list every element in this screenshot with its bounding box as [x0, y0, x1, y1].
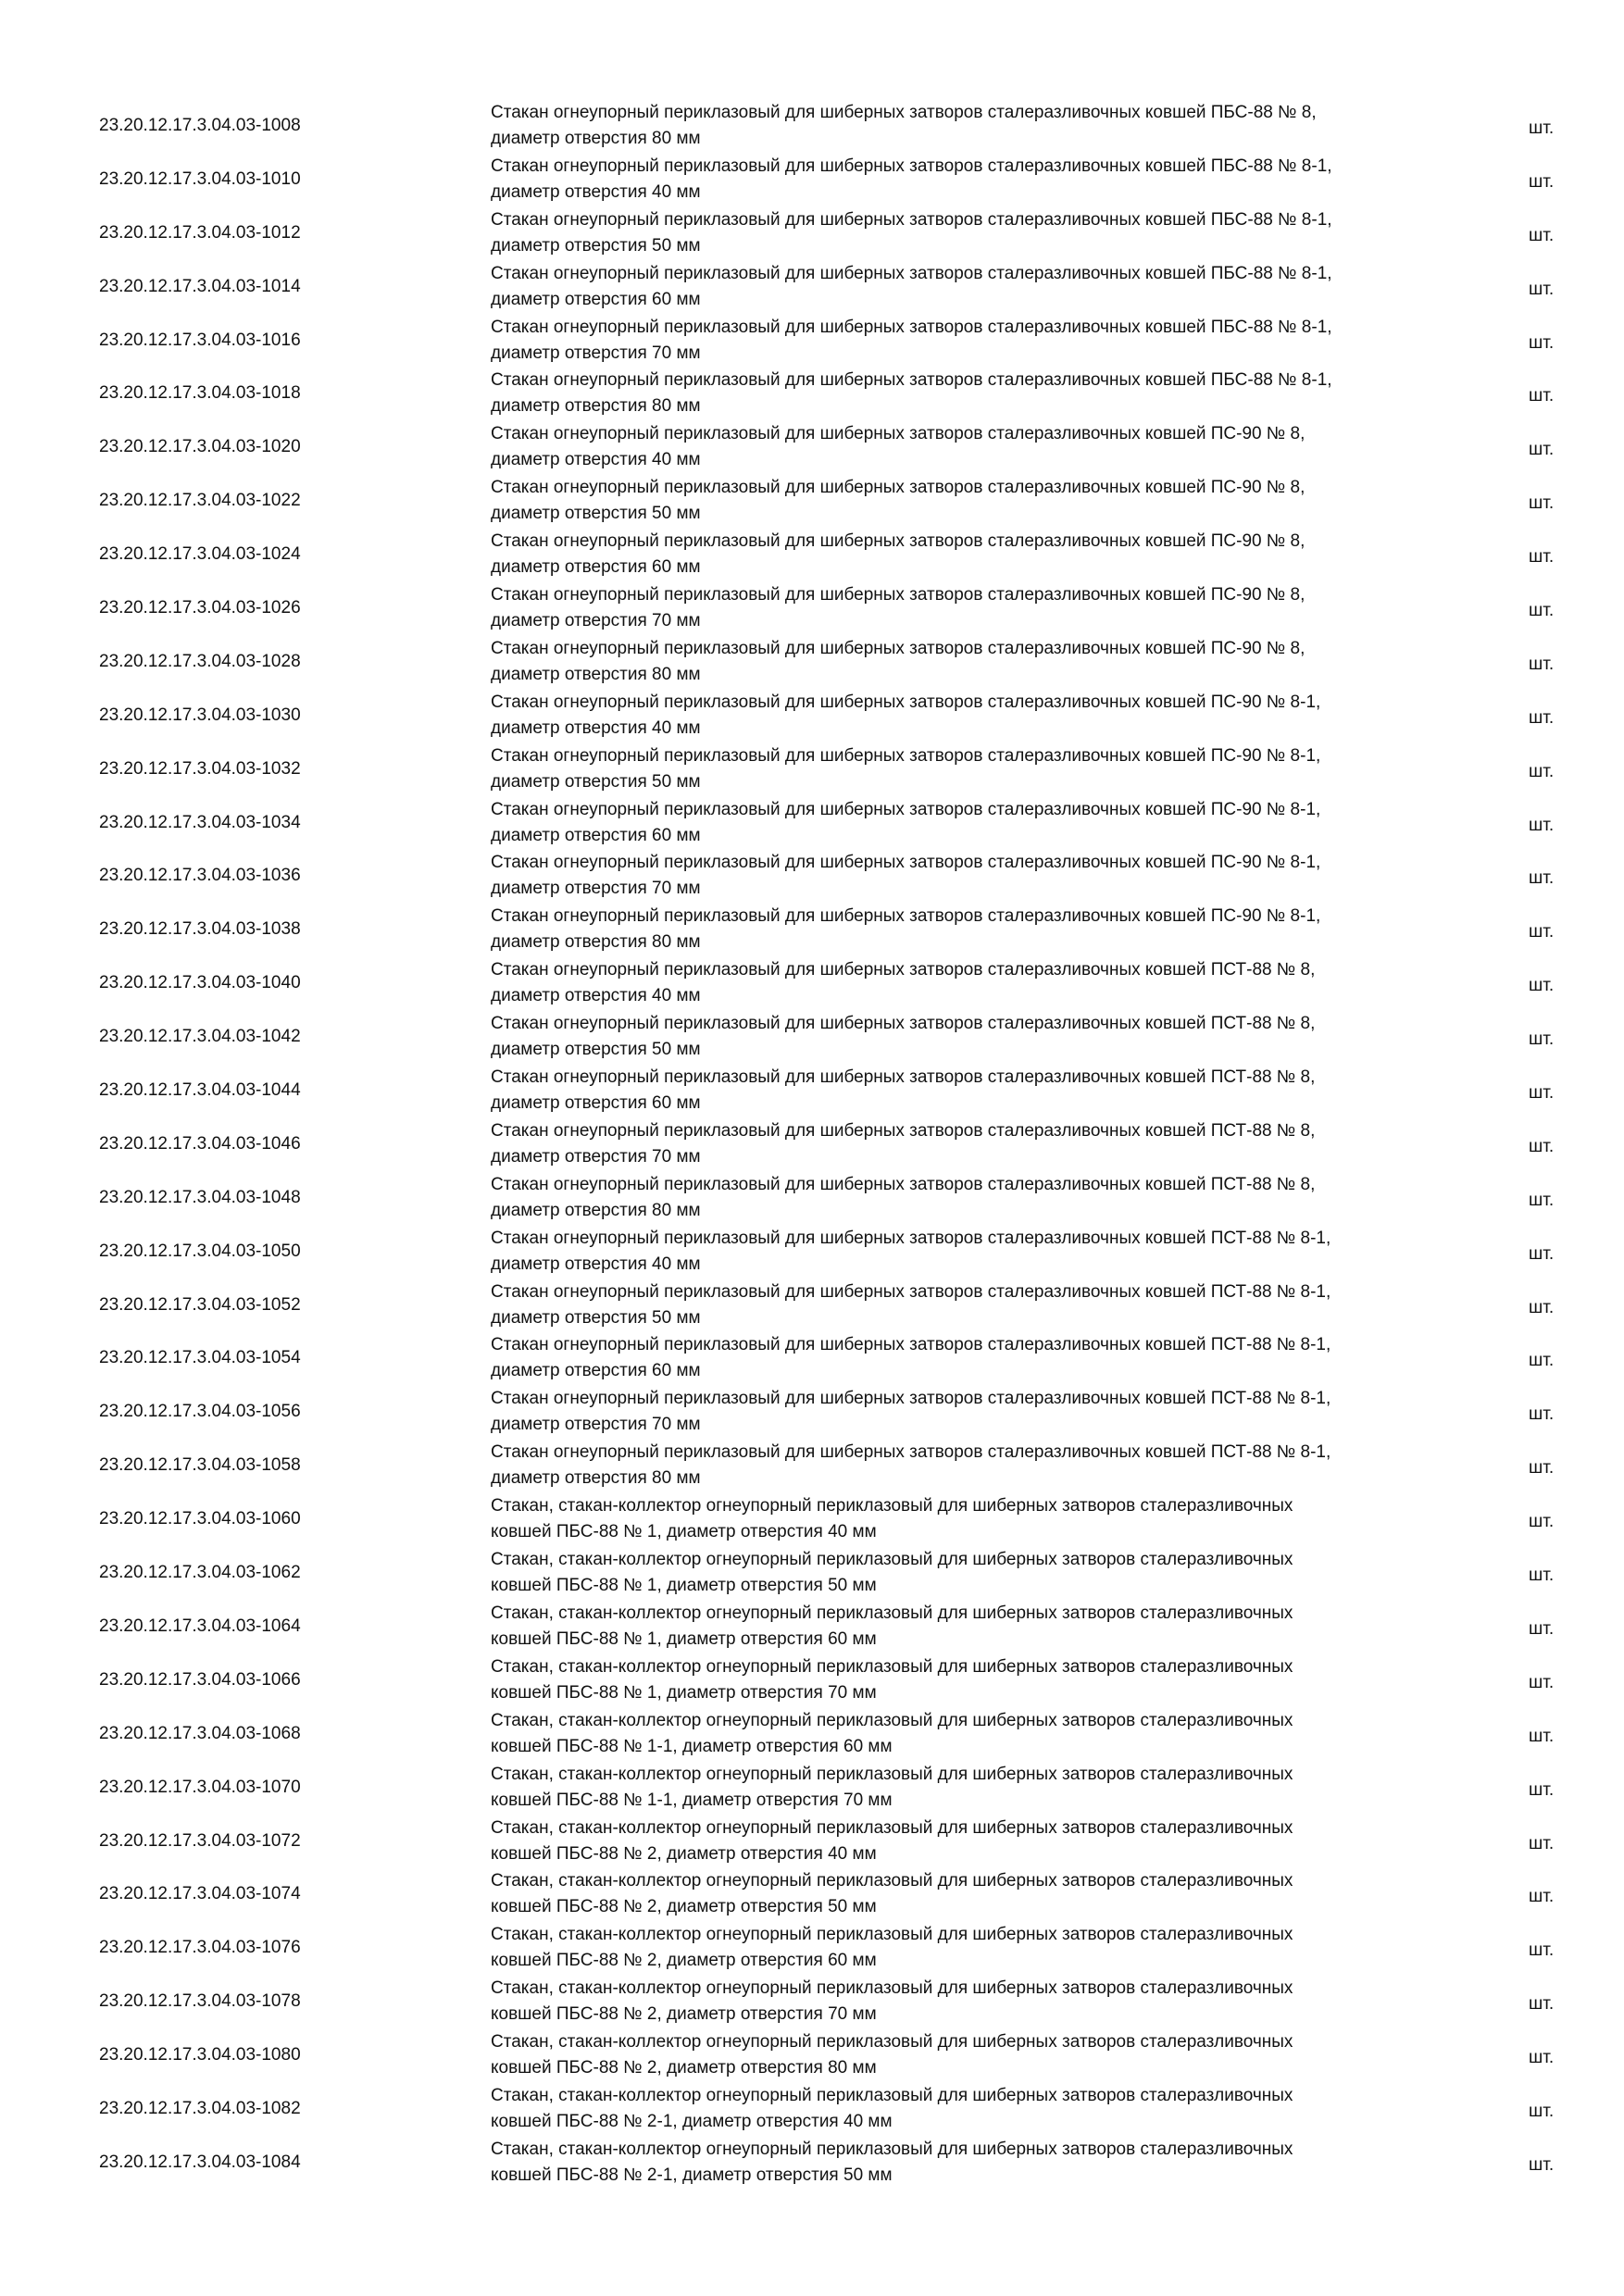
resource-code: 23.20.12.17.3.04.03-1016 — [99, 330, 301, 350]
description-line-1: Стакан, стакан-коллектор огнеупорный периклазовый для шиберных затворов сталеразливочных — [491, 1817, 1293, 1838]
unit-of-measure: шт. — [1529, 654, 1555, 674]
resource-description — [491, 154, 1472, 206]
description-line-2: ковшей ПБС-88 № 1, диаметр отверстия 50 мм — [491, 1576, 877, 1596]
description-line-2: ковшей ПБС-88 № 2, диаметр отверстия 50 мм — [491, 1897, 877, 1917]
description-line-2: диаметр отверстия 60 мм — [491, 1361, 701, 1381]
description-line-2: диаметр отверстия 80 мм — [491, 396, 701, 417]
resource-description — [491, 1226, 1472, 1278]
resource-description — [491, 690, 1472, 742]
unit-of-measure: шт. — [1529, 440, 1555, 460]
unit-of-measure: шт. — [1529, 868, 1555, 889]
resource-code: 23.20.12.17.3.04.03-1074 — [99, 1884, 301, 1904]
resource-code: 23.20.12.17.3.04.03-1058 — [99, 1455, 301, 1476]
description-line-1: Стакан, стакан-коллектор огнеупорный периклазовый для шиберных затворов сталеразливочных — [491, 1550, 1293, 1570]
table-row — [0, 796, 1624, 850]
resource-description — [491, 1976, 1472, 2028]
description-line-1: Стакан огнеупорный периклазовый для шиберных затворов сталеразливочных ковшей ПС-90 № 8, — [491, 478, 1305, 498]
description-line-2: ковшей ПБС-88 № 1-1, диаметр отверстия 70 мм — [491, 1790, 893, 1810]
resource-description — [491, 904, 1472, 955]
resource-description — [491, 957, 1472, 1009]
table-row — [0, 1225, 1624, 1279]
description-line-2: диаметр отверстия 80 мм — [491, 129, 701, 148]
description-line-2: диаметр отверстия 60 мм — [491, 1093, 701, 1114]
price-list-table — [0, 99, 1624, 2190]
description-line-2: диаметр отверстия 70 мм — [491, 343, 701, 363]
description-line-2: ковшей ПБС-88 № 2-1, диаметр отверстия 40 мм — [491, 2111, 893, 2131]
table-row — [0, 1492, 1624, 1546]
description-line-1: Стакан огнеупорный периклазовый для шиберных затворов сталеразливочных ковшей ПС-90 № 8-1, — [491, 853, 1321, 873]
table-row — [0, 260, 1624, 314]
resource-code: 23.20.12.17.3.04.03-1022 — [99, 491, 301, 511]
description-line-1: Стакан, стакан-коллектор огнеупорный периклазовый для шиберных затворов сталеразливочных — [491, 1496, 1293, 1516]
table-row — [0, 1975, 1624, 2028]
resource-description — [491, 1011, 1472, 1063]
description-line-2: диаметр отверстия 70 мм — [491, 1415, 701, 1435]
table-row — [0, 1600, 1624, 1653]
table-row — [0, 367, 1624, 420]
unit-of-measure: шт. — [1529, 1190, 1555, 1210]
description-line-1: Стакан, стакан-коллектор огнеупорный периклазовый для шиберных затворов сталеразливочных — [491, 2032, 1293, 2053]
description-line-2: диаметр отверстия 80 мм — [491, 1200, 701, 1220]
resource-description — [491, 1279, 1472, 1331]
unit-of-measure: шт. — [1529, 547, 1555, 568]
resource-description — [491, 1922, 1472, 1974]
description-line-2: диаметр отверстия 40 мм — [491, 450, 701, 470]
resource-description — [491, 1493, 1472, 1545]
resource-code: 23.20.12.17.3.04.03-1034 — [99, 812, 301, 832]
unit-of-measure: шт. — [1529, 922, 1555, 942]
description-line-1: Стакан огнеупорный периклазовый для шиберных затворов сталеразливочных ковшей ПС-90 № 8, — [491, 585, 1305, 605]
description-line-1: Стакан огнеупорный периклазовый для шиберных затворов сталеразливочных ковшей ПС-90 № 8, — [491, 638, 1305, 658]
description-line-1: Стакан огнеупорный периклазовый для шиберных затворов сталеразливочных ковшей ПС-90 № 8-1, — [491, 692, 1321, 712]
description-line-1: Стакан, стакан-коллектор огнеупорный периклазовый для шиберных затворов сталеразливочных — [491, 1656, 1293, 1677]
resource-description — [491, 1118, 1472, 1170]
resource-description — [491, 421, 1472, 473]
unit-of-measure: шт. — [1529, 1136, 1555, 1156]
resource-code: 23.20.12.17.3.04.03-1056 — [99, 1402, 301, 1422]
resource-code: 23.20.12.17.3.04.03-1068 — [99, 1723, 301, 1743]
table-row — [0, 2028, 1624, 2082]
resource-code: 23.20.12.17.3.04.03-1066 — [99, 1669, 301, 1690]
description-line-2: диаметр отверстия 60 мм — [491, 289, 701, 309]
resource-description — [491, 2029, 1472, 2081]
resource-description — [491, 1440, 1472, 1491]
description-line-2: диаметр отверстия 60 мм — [491, 557, 701, 578]
unit-of-measure: шт. — [1529, 815, 1555, 835]
unit-of-measure: шт. — [1529, 1672, 1555, 1692]
unit-of-measure: шт. — [1529, 1779, 1555, 1800]
resource-description — [491, 1868, 1472, 1920]
table-row — [0, 474, 1624, 528]
resource-description — [491, 2083, 1472, 2135]
description-line-1: Стакан огнеупорный периклазовый для шиберных затворов сталеразливочных ковшей ПБС-88 № 8-1, — [491, 263, 1332, 283]
unit-of-measure: шт. — [1529, 2101, 1555, 2121]
description-line-2: диаметр отверстия 40 мм — [491, 718, 701, 738]
description-line-1: Стакан огнеупорный периклазовый для шиберных затворов сталеразливочных ковшей ПСТ-88 № 8-1, — [491, 1442, 1331, 1463]
table-row — [0, 1064, 1624, 1117]
resource-description — [491, 1172, 1472, 1224]
description-line-2: ковшей ПБС-88 № 2, диаметр отверстия 80 мм — [491, 2058, 877, 2078]
unit-of-measure: шт. — [1529, 761, 1555, 781]
description-line-1: Стакан огнеупорный периклазовый для шиберных затворов сталеразливочных ковшей ПСТ-88 № 8, — [491, 960, 1316, 980]
resource-description — [491, 529, 1472, 580]
resource-description — [491, 315, 1472, 367]
table-row — [0, 1171, 1624, 1225]
description-line-2: диаметр отверстия 50 мм — [491, 235, 701, 256]
unit-of-measure: шт. — [1529, 1404, 1555, 1425]
description-line-1: Стакан, стакан-коллектор огнеупорный периклазовый для шиберных затворов сталеразливочных — [491, 2085, 1293, 2105]
resource-code: 23.20.12.17.3.04.03-1046 — [99, 1133, 301, 1154]
resource-code: 23.20.12.17.3.04.03-1082 — [99, 2098, 301, 2118]
table-row — [0, 314, 1624, 368]
table-row — [0, 528, 1624, 581]
resource-description — [491, 261, 1472, 313]
resource-code: 23.20.12.17.3.04.03-1052 — [99, 1294, 301, 1315]
description-line-2: диаметр отверстия 40 мм — [491, 986, 701, 1006]
description-line-2: диаметр отверстия 60 мм — [491, 825, 701, 845]
description-line-1: Стакан огнеупорный периклазовый для шиберных затворов сталеразливочных ковшей ПБС-88 № 8-1, — [491, 156, 1332, 176]
unit-of-measure: шт. — [1529, 1243, 1555, 1264]
resource-description — [491, 368, 1472, 419]
resource-code: 23.20.12.17.3.04.03-1024 — [99, 544, 301, 565]
description-line-2: диаметр отверстия 70 мм — [491, 879, 701, 899]
description-line-1: Стакан огнеупорный периклазовый для шиберных затворов сталеразливочных ковшей ПС-90 № 8, — [491, 531, 1305, 552]
description-line-2: ковшей ПБС-88 № 2-1, диаметр отверстия 50 мм — [491, 2165, 893, 2185]
table-row — [0, 99, 1624, 153]
table-row — [0, 2136, 1624, 2190]
description-line-1: Стакан огнеупорный периклазовый для шиберных затворов сталеразливочных ковшей ПС-90 № 8-1, — [491, 906, 1321, 927]
table-row — [0, 1921, 1624, 1975]
resource-code: 23.20.12.17.3.04.03-1084 — [99, 2152, 301, 2172]
unit-of-measure: шт. — [1529, 1351, 1555, 1371]
table-row — [0, 956, 1624, 1010]
table-row — [0, 1439, 1624, 1492]
resource-code: 23.20.12.17.3.04.03-1040 — [99, 973, 301, 993]
resource-code: 23.20.12.17.3.04.03-1038 — [99, 919, 301, 940]
table-row — [0, 1653, 1624, 1707]
resource-code: 23.20.12.17.3.04.03-1044 — [99, 1080, 301, 1101]
table-row — [0, 420, 1624, 474]
resource-code: 23.20.12.17.3.04.03-1072 — [99, 1830, 301, 1851]
description-line-1: Стакан, стакан-коллектор огнеупорный периклазовый для шиберных затворов сталеразливочных — [491, 1871, 1293, 1891]
description-line-1: Стакан, стакан-коллектор огнеупорный периклазовый для шиберных затворов сталеразливочных — [491, 2139, 1293, 2159]
description-line-1: Стакан огнеупорный периклазовый для шиберных затворов сталеразливочных ковшей ПБС-88 № 8, — [491, 103, 1317, 122]
resource-description — [491, 850, 1472, 902]
description-line-2: ковшей ПБС-88 № 1, диаметр отверстия 40 мм — [491, 1522, 877, 1542]
resource-code: 23.20.12.17.3.04.03-1054 — [99, 1348, 301, 1368]
resource-description — [491, 2137, 1472, 2189]
description-line-2: ковшей ПБС-88 № 1, диаметр отверстия 60 мм — [491, 1628, 877, 1649]
description-line-2: диаметр отверстия 40 мм — [491, 181, 701, 202]
description-line-2: диаметр отверстия 70 мм — [491, 611, 701, 631]
table-row — [0, 206, 1624, 260]
table-row — [0, 849, 1624, 903]
description-line-1: Стакан огнеупорный периклазовый для шиберных затворов сталеразливочных ковшей ПС-90 № 8, — [491, 424, 1305, 444]
unit-of-measure: шт. — [1529, 1297, 1555, 1317]
unit-of-measure: шт. — [1529, 1083, 1555, 1104]
table-row — [0, 742, 1624, 796]
description-line-1: Стакан, стакан-коллектор огнеупорный периклазовый для шиберных затворов сталеразливочных — [491, 1764, 1293, 1784]
resource-code: 23.20.12.17.3.04.03-1064 — [99, 1616, 301, 1636]
description-line-2: диаметр отверстия 80 мм — [491, 932, 701, 953]
unit-of-measure: шт. — [1529, 1833, 1555, 1853]
resource-description — [491, 1065, 1472, 1117]
resource-code: 23.20.12.17.3.04.03-1048 — [99, 1187, 301, 1207]
resource-description — [491, 743, 1472, 795]
unit-of-measure: шт. — [1529, 171, 1555, 192]
table-row — [0, 1867, 1624, 1921]
unit-of-measure: шт. — [1529, 493, 1555, 514]
resource-code: 23.20.12.17.3.04.03-1032 — [99, 758, 301, 779]
unit-of-measure: шт. — [1529, 386, 1555, 406]
description-line-2: ковшей ПБС-88 № 2, диаметр отверстия 70 мм — [491, 2004, 877, 2025]
description-line-1: Стакан огнеупорный периклазовый для шиберных затворов сталеразливочных ковшей ПБС-88 № 8-1, — [491, 317, 1332, 337]
unit-of-measure: шт. — [1529, 1887, 1555, 1907]
table-row — [0, 1546, 1624, 1600]
resource-description — [491, 475, 1472, 527]
resource-code: 23.20.12.17.3.04.03-1062 — [99, 1563, 301, 1583]
table-row — [0, 2082, 1624, 2136]
resource-description — [491, 1601, 1472, 1653]
description-line-2: диаметр отверстия 40 мм — [491, 1254, 701, 1274]
resource-description — [491, 582, 1472, 634]
resource-description — [491, 1386, 1472, 1438]
resource-code: 23.20.12.17.3.04.03-1014 — [99, 276, 301, 296]
description-line-2: ковшей ПБС-88 № 1, диаметр отверстия 70 мм — [491, 1682, 877, 1703]
description-line-1: Стакан огнеупорный периклазовый для шиберных затворов сталеразливочных ковшей ПСТ-88 № 8-1, — [491, 1389, 1331, 1409]
table-row — [0, 1815, 1624, 1868]
unit-of-measure: шт. — [1529, 2048, 1555, 2068]
description-line-1: Стакан огнеупорный периклазовый для шиберных затворов сталеразливочных ковшей ПС-90 № 8-1, — [491, 799, 1321, 819]
description-line-2: диаметр отверстия 50 мм — [491, 1307, 701, 1328]
description-line-1: Стакан огнеупорный периклазовый для шиберных затворов сталеразливочных ковшей ПБС-88 № 8-1, — [491, 209, 1332, 230]
unit-of-measure: шт. — [1529, 1566, 1555, 1586]
description-line-1: Стакан огнеупорный периклазовый для шиберных затворов сталеразливочных ковшей ПСТ-88 № 8, — [491, 1067, 1316, 1088]
unit-of-measure: шт. — [1529, 119, 1555, 138]
description-line-1: Стакан, стакан-коллектор огнеупорный периклазовый для шиберных затворов сталеразливочных — [491, 1978, 1293, 1999]
table-row — [0, 1279, 1624, 1332]
unit-of-measure: шт. — [1529, 332, 1555, 353]
unit-of-measure: шт. — [1529, 1726, 1555, 1746]
resource-code: 23.20.12.17.3.04.03-1012 — [99, 222, 301, 243]
resource-code: 23.20.12.17.3.04.03-1010 — [99, 168, 301, 189]
description-line-1: Стакан огнеупорный периклазовый для шиберных затворов сталеразливочных ковшей ПС-90 № 8-1, — [491, 745, 1321, 766]
resource-description — [491, 207, 1472, 259]
table-row — [0, 153, 1624, 206]
description-line-2: диаметр отверстия 80 мм — [491, 664, 701, 684]
description-line-1: Стакан огнеупорный периклазовый для шиберных затворов сталеразливочных ковшей ПСТ-88 № 8, — [491, 1014, 1316, 1034]
resource-code: 23.20.12.17.3.04.03-1018 — [99, 383, 301, 404]
resource-code: 23.20.12.17.3.04.03-1080 — [99, 2045, 301, 2065]
resource-code: 23.20.12.17.3.04.03-1070 — [99, 1777, 301, 1797]
description-line-1: Стакан огнеупорный периклазовый для шиберных затворов сталеразливочных ковшей ПСТ-88 № 8-1, — [491, 1281, 1331, 1302]
resource-code: 23.20.12.17.3.04.03-1078 — [99, 1991, 301, 2012]
resource-code: 23.20.12.17.3.04.03-1050 — [99, 1241, 301, 1261]
description-line-1: Стакан огнеупорный периклазовый для шиберных затворов сталеразливочных ковшей ПСТ-88 № 8, — [491, 1120, 1316, 1141]
unit-of-measure: шт. — [1529, 707, 1555, 728]
resource-code: 23.20.12.17.3.04.03-1042 — [99, 1027, 301, 1047]
description-line-1: Стакан огнеупорный периклазовый для шиберных затворов сталеразливочных ковшей ПСТ-88 № 8, — [491, 1174, 1316, 1194]
resource-description — [491, 1547, 1472, 1599]
description-line-2: диаметр отверстия 70 мм — [491, 1146, 701, 1167]
table-row — [0, 1331, 1624, 1385]
unit-of-measure: шт. — [1529, 279, 1555, 299]
unit-of-measure: шт. — [1529, 1994, 1555, 2015]
table-row — [0, 1707, 1624, 1761]
resource-code: 23.20.12.17.3.04.03-1036 — [99, 866, 301, 886]
resource-code: 23.20.12.17.3.04.03-1020 — [99, 437, 301, 457]
description-line-2: ковшей ПБС-88 № 1-1, диаметр отверстия 60 мм — [491, 1736, 893, 1756]
resource-code: 23.20.12.17.3.04.03-1026 — [99, 598, 301, 618]
unit-of-measure: шт. — [1529, 1029, 1555, 1050]
table-row — [0, 581, 1624, 635]
resource-description — [491, 636, 1472, 688]
description-line-2: диаметр отверстия 50 мм — [491, 1040, 701, 1060]
unit-of-measure: шт. — [1529, 1940, 1555, 1961]
description-line-1: Стакан, стакан-коллектор огнеупорный периклазовый для шиберных затворов сталеразливочных — [491, 1710, 1293, 1730]
unit-of-measure: шт. — [1529, 1512, 1555, 1532]
resource-code: 23.20.12.17.3.04.03-1076 — [99, 1938, 301, 1958]
description-line-1: Стакан огнеупорный периклазовый для шиберных затворов сталеразливочных ковшей ПСТ-88 № 8-1, — [491, 1228, 1331, 1248]
table-row — [0, 1761, 1624, 1815]
resource-code: 23.20.12.17.3.04.03-1028 — [99, 651, 301, 671]
unit-of-measure: шт. — [1529, 601, 1555, 621]
table-row — [0, 689, 1624, 742]
unit-of-measure: шт. — [1529, 976, 1555, 996]
resource-code: 23.20.12.17.3.04.03-1060 — [99, 1509, 301, 1529]
resource-description — [491, 1762, 1472, 1814]
table-row — [0, 903, 1624, 956]
unit-of-measure: шт. — [1529, 1618, 1555, 1639]
description-line-1: Стакан, стакан-коллектор огнеупорный периклазовый для шиберных затворов сталеразливочных — [491, 1603, 1293, 1623]
description-line-2: диаметр отверстия 50 мм — [491, 771, 701, 792]
description-line-2: диаметр отверстия 50 мм — [491, 504, 701, 524]
resource-description — [491, 100, 1472, 152]
table-row — [0, 1117, 1624, 1171]
resource-description — [491, 797, 1472, 849]
description-line-2: ковшей ПБС-88 № 2, диаметр отверстия 60 мм — [491, 1951, 877, 1971]
resource-code: 23.20.12.17.3.04.03-1030 — [99, 705, 301, 725]
unit-of-measure: шт. — [1529, 225, 1555, 245]
table-row — [0, 1010, 1624, 1064]
resource-description — [491, 1816, 1472, 1867]
description-line-1: Стакан огнеупорный периклазовый для шиберных затворов сталеразливочных ковшей ПСТ-88 № 8-1, — [491, 1335, 1331, 1355]
resource-description — [491, 1708, 1472, 1760]
description-line-2: ковшей ПБС-88 № 2, диаметр отверстия 40 мм — [491, 1843, 877, 1864]
description-line-1: Стакан, стакан-коллектор огнеупорный периклазовый для шиберных затворов сталеразливочных — [491, 1925, 1293, 1945]
unit-of-measure: шт. — [1529, 2154, 1555, 2175]
resource-description — [491, 1654, 1472, 1706]
table-row — [0, 635, 1624, 689]
resource-code: 23.20.12.17.3.04.03-1008 — [99, 116, 301, 135]
unit-of-measure: шт. — [1529, 1458, 1555, 1479]
description-line-1: Стакан огнеупорный периклазовый для шиберных затворов сталеразливочных ковшей ПБС-88 № 8-1, — [491, 370, 1332, 391]
description-line-2: диаметр отверстия 80 мм — [491, 1468, 701, 1489]
resource-description — [491, 1332, 1472, 1384]
table-row — [0, 1385, 1624, 1439]
